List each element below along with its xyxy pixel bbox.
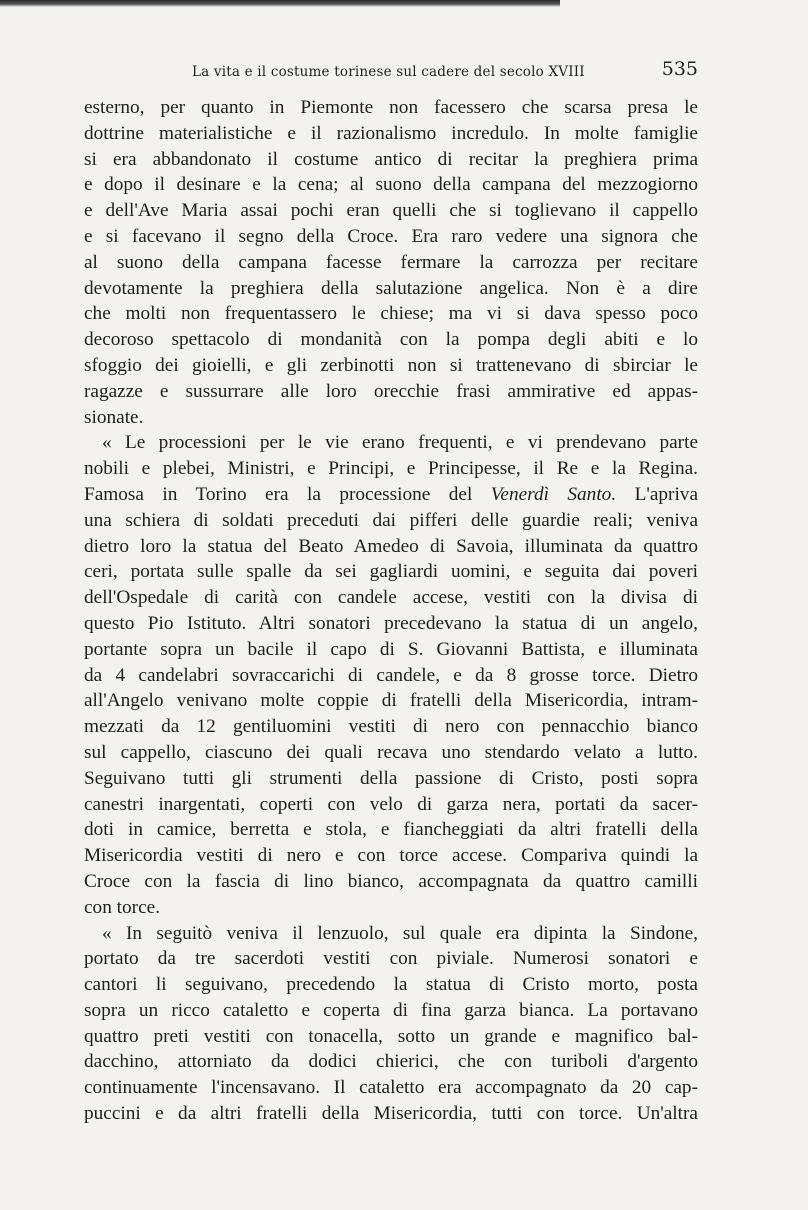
text-line: con torce. — [84, 896, 161, 918]
text-line: che molti non frequentassero le chiese; ma vi si dava spesso poco — [84, 303, 698, 325]
text-line: canestri inargentati, coperti con velo di garza nera, portati da sacer- — [84, 793, 698, 815]
text-line: puccini e da altri fratelli della Misericordia, tutti con torce. Un'altra — [84, 1103, 698, 1125]
text-line: quattro preti vestiti con tonacella, sotto un grande e magnifico bal- — [84, 1025, 698, 1047]
text-line: devotamente la preghiera della salutazione angelica. Non è a dire — [84, 277, 698, 299]
text-line: Misericordia vestiti di nero e con torce accese. Compariva quindi la — [84, 845, 698, 867]
text-segment: L'apriva — [616, 483, 699, 505]
text-line-mixed — [84, 482, 698, 508]
text-line: dietro loro la statua del Beato Amedeo di Savoia, illuminata da quattro — [84, 535, 698, 557]
body-text — [84, 95, 698, 1127]
text-line: una schiera di soldati preceduti dai pifferi delle guardie reali; veniva — [84, 509, 698, 531]
text-line: questo Pio Istituto. Altri sonatori precedevano la statua di un angelo, — [84, 612, 698, 634]
text-line: da 4 candelabri sovraccarichi di candele, e da 8 grosse torce. Dietro — [84, 664, 698, 686]
text-line: e dell'Ave Maria assai pochi eran quelli che si toglievano il cappello — [84, 200, 698, 222]
text-line: dottrine materialistiche e il razionalismo incredulo. In molte famiglie — [84, 122, 698, 144]
text-line: continuamente l'incensavano. Il cataletto era accompagnato da 20 cap- — [84, 1077, 698, 1099]
text-line: all'Angelo venivano molte coppie di fratelli della Misericordia, intram- — [84, 690, 698, 712]
text-line: mezzati da 12 gentiluomini vestiti di nero con pennacchio bianco — [84, 716, 698, 738]
page-number: 535 — [661, 58, 698, 80]
text-line: si era abbandonato il costume antico di recitar la preghiera prima — [84, 148, 698, 170]
text-line: ceri, portata sulle spalle da sei gagliardi uomini, e seguita dai poveri — [84, 561, 698, 583]
text-line: doti in camice, berretta e stola, e fiancheggiati da altri fratelli della — [84, 819, 698, 841]
page-header — [84, 58, 698, 84]
text-line: Seguivano tutti gli strumenti della passione di Cristo, posti sopra — [84, 767, 698, 789]
text-line: esterno, per quanto in Piemonte non facessero che scarsa presa le — [84, 97, 698, 118]
text-line: Croce con la fascia di lino bianco, accompagnata da quattro camilli — [84, 870, 698, 892]
italic-title: Venerdì Santo. — [490, 483, 617, 505]
text-line: sul cappello, ciascuno dei quali recava uno stendardo velato a lutto. — [84, 741, 698, 763]
text-line: al suono della campana facesse fermare la carrozza per recitare — [84, 251, 698, 273]
text-line: sfoggio dei gioielli, e gli zerbinotti non si trattenevano di sbirciar le — [84, 354, 698, 376]
running-head: La vita e il costume torinese sul cadere del secolo XVIII — [192, 64, 585, 80]
text-line: cantori li seguivano, precedendo la statua di Cristo morto, posta — [84, 974, 698, 996]
text-line: dacchino, attorniato da dodici chierici, che con turiboli d'argento — [84, 1051, 698, 1073]
text-line: decoroso spettacolo di mondanità con la pompa degli abiti e lo — [84, 329, 698, 351]
text-line: dell'Ospedale di carità con candele accese, vestiti con la divisa di — [84, 587, 698, 609]
text-line: e dopo il desinare e la cena; al suono della campana del mezzogiorno — [84, 174, 698, 196]
top-edge-rule — [0, 0, 560, 7]
text-line: portante sopra un bacile il capo di S. Giovanni Battista, e illuminata — [84, 638, 698, 660]
text-line: nobili e plebei, Ministri, e Principi, e Principesse, il Re e la Regina. — [84, 458, 698, 480]
text-line: ragazze e sussurrare alle loro orecchie frasi ammirative ed appas- — [84, 380, 698, 402]
text-segment: Famosa in Torino era la processione del — [84, 483, 473, 505]
text-line: portato da tre sacerdoti vestiti con piviale. Numerosi sonatori e — [84, 948, 698, 970]
text-line: e si facevano il segno della Croce. Era raro vedere una signora che — [84, 225, 698, 247]
text-line: sionate. — [84, 406, 144, 428]
text-line: « In seguitò veniva il lenzuolo, sul quale era dipinta la Sindone, — [102, 922, 698, 944]
text-line: « Le processioni per le vie erano frequenti, e vi prendevano parte — [102, 432, 698, 454]
text-line: sopra un ricco cataletto e coperta di fina garza bianca. La portavano — [84, 999, 698, 1021]
